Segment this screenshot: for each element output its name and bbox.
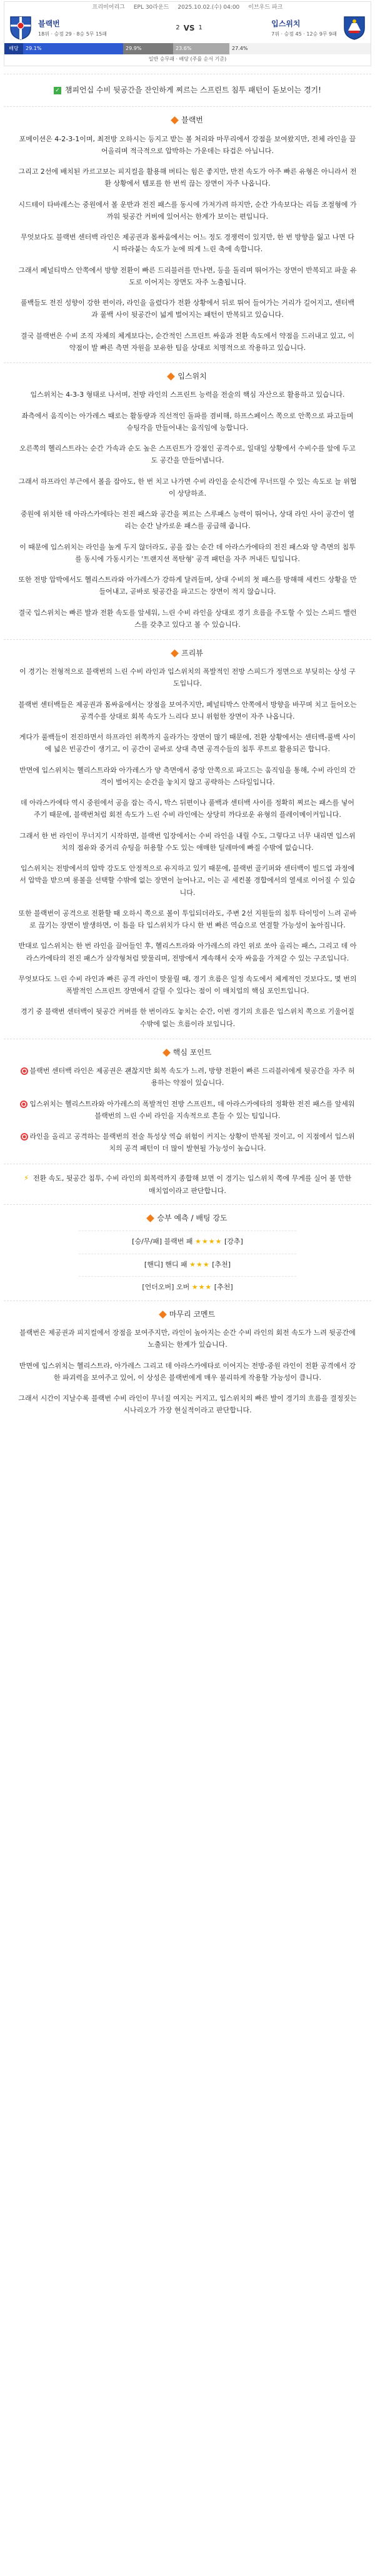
section-pred-header	[4, 1212, 371, 1224]
preview-paragraph	[4, 940, 371, 964]
preview-paragraph-text: 그래서 한 번 라인이 무너지기 시작하면, 블랙번 입장에서는 수비 라인을 내릴 수도, 그렇다고 너무 내리면 입스위치의 점유와 중거리 슈팅을 허용할 수도 있는 애매한 딜레마에 빠질 수밖에 없습니다.	[19, 831, 356, 852]
away-crest-icon	[342, 16, 367, 41]
home-team-name: 블랙번	[38, 19, 60, 29]
prediction-row	[4, 1282, 371, 1293]
preview-paragraph-text: 이 경기는 전형적으로 블랙번의 느린 수비 라인과 입스위치의 폭발적인 전방 스피드가 정면으로 부딪히는 상성 구도입니다.	[19, 667, 356, 688]
summary-text: 전환 속도, 뒷공간 침투, 수비 라인의 회복력까지 종합해 보면 이 경기는 입스위치 쪽에 무게를 실어 볼 만한 매치업이라고 판단합니다.	[32, 1174, 352, 1195]
match-card	[4, 1, 371, 66]
vs-block	[112, 22, 266, 34]
divider	[4, 639, 371, 640]
away-analysis	[4, 389, 371, 631]
odds-bar	[4, 43, 371, 54]
home-paragraph	[4, 231, 371, 256]
away-paragraph-text: 또한 전방 압박에서도 헬리스트라와 아가레스가 강하게 달려들며, 상대 수비의 첫 패스를 방해해 세컨드 상황을 만들어내고, 곧바로 뒷공간을 파고드는 장면이 적지 않습니다.	[18, 576, 357, 596]
prediction-tag: [추천]	[214, 1283, 233, 1292]
away-paragraph-text: 중원에 위치한 데 아라스카에타는 전진 패스와 공간을 찌르는 스루패스 능력이 뛰어나, 상대 라인 사이 공간이 열리는 순간 날카로운 패스를 공급해 줍니다.	[20, 510, 355, 531]
key-point-text: 블랙번 센터백 라인은 제공권은 괜찮지만 회복 속도가 느려, 방향 전환이 빠른 드리블러에게 뒷공간을 자주 허용하는 약점이 있습니다.	[29, 1067, 355, 1087]
divider	[4, 106, 371, 107]
summary	[4, 1172, 371, 1197]
home-paragraph-text: 포메이션은 4-2-3-1이며, 최전방 오하시는 등지고 받는 볼 처리와 마무리에서 강점을 보여왔지만, 전체 라인을 끌어올리며 적극적으로 압박하는 가운데는 타겁은 아닙니다.	[19, 134, 356, 155]
diamond-icon	[171, 649, 179, 657]
away-paragraph	[4, 410, 371, 434]
diamond-icon	[147, 1214, 155, 1222]
preview-analysis	[4, 666, 371, 1030]
closing-paragraph-text: 그래서 시간이 지날수록 블랙번 수비 라인이 무너질 여지는 커지고, 입스위치의 빠른 발이 경기의 흐름을 결정짓는 시나리오가 가장 현실적이라고 판단합니다.	[18, 1394, 357, 1415]
away-paragraph	[4, 541, 371, 566]
prediction-stars: ★★★	[189, 1260, 210, 1269]
home-paragraph-text: 시드테이 타바레스는 중원에서 볼 운반과 전진 패스를 동시에 가져가려 하지만, 순간 가속보다는 리듬 조절형에 가까워 뒷공간 커버에 있어서는 한계가 보이는 편입니다.	[18, 200, 357, 221]
section-home-title: 블랙번	[181, 116, 203, 125]
section-key-title: 핵심 포인트	[172, 1047, 212, 1057]
away-paragraph-text: 그래서 하프라인 부근에서 볼을 잡아도, 한 번 치고 나가면 수비 라인을 순식간에 무너뜨릴 수 있는 속도로 늘 위협이 상당하죠.	[18, 477, 357, 497]
home-paragraph-text: 그래서 페널티박스 안쪽에서 방향 전환이 빠른 드리블러를 만나면, 등을 돌리며 뛰어가는 장면이 반복되고 파울 유도로 이어지는 장면도 자주 노출됩니다.	[18, 266, 357, 286]
away-score: 1	[198, 24, 202, 32]
away-paragraph	[4, 442, 371, 467]
home-team[interactable]	[8, 16, 112, 41]
away-team-meta: 7위 · 승점 45 · 12승 9무 9패	[271, 31, 337, 37]
section-closing-title: 마무리 코멘트	[169, 1309, 216, 1319]
home-analysis	[4, 133, 371, 354]
preview-paragraph	[4, 797, 371, 821]
target-icon	[21, 1133, 28, 1141]
away-paragraph-text: 오른쪽의 헬리스트라는 순간 가속과 순도 높은 스프린트가 강점인 공격수로, 일대일 상황에서 수비수를 앞에 두고도 공간을 만들어냅니다.	[19, 444, 356, 465]
away-team[interactable]	[266, 16, 367, 41]
datetime-label: 2025.10.02.(수) 04:00	[178, 4, 240, 11]
away-paragraph-text: 좌측에서 움직이는 아가레스 때로는 활동량과 직선적인 돌파를 겸비해, 하프스페이스 쪽으로 안쪽으로 파고들며 슈팅각을 만들어내는 움직임에 능합니다.	[21, 411, 354, 432]
home-paragraph	[4, 264, 371, 289]
home-crest-icon	[8, 16, 33, 41]
home-paragraph-text: 풀백들도 전진 성향이 강한 편이라, 라인을 올렸다가 전환 상황에서 뒤로 뛰어 들어가는 거리가 길어지고, 센터백과 풀백 사이 뒷공간이 넓게 벌어지는 패턴이 반복되고 있습니다.	[20, 299, 355, 319]
odds-draw: 29.9%	[123, 43, 173, 54]
teams-row	[4, 13, 371, 43]
key-point	[4, 1098, 371, 1122]
preview-paragraph	[4, 973, 371, 997]
preview-paragraph	[4, 764, 371, 789]
section-preview-title: 프리뷰	[181, 649, 203, 657]
prediction-label: [핸디] 핸디 패	[144, 1260, 188, 1269]
closing-paragraph-text: 블랙번은 제공권과 피지컬에서 장점을 보여주지만, 라인이 높아지는 순간 수비 라인의 회전 속도가 느려 뒷공간에 노출되는 한계가 있습니다.	[19, 1329, 356, 1349]
preview-paragraph-text: 또한 블랙번이 공격으로 전환할 때 오하시 쪽으로 볼이 투입되더라도, 주변 2선 지원들의 침투 타이밍이 느려 곧바로 끊기는 장면이 발생하면, 이 틈을 타 입스위치가 다시 한 번 빠른 역습으로 연결할 가능성이 높아집니다.	[18, 909, 357, 930]
preview-paragraph	[4, 666, 371, 690]
intro	[4, 82, 371, 99]
lightning-icon: ⚡	[23, 1173, 29, 1182]
check-box-icon: ✓	[54, 87, 61, 94]
closing-paragraph	[4, 1392, 371, 1417]
odds-note: 일반 승무패 · 배당 (주를 순서 기준)	[148, 56, 227, 62]
preview-paragraph	[4, 907, 371, 932]
away-paragraph-text: 이 때문에 입스위치는 라인을 높게 두지 않더라도, 공을 잡는 순간 데 아라스카에타의 전진 패스와 양 측면의 침투를 동시에 가동시키는 '트랜지션 폭탄형' 공격 패턴을 자주 꺼내든 팀입니다.	[19, 542, 356, 563]
stadium-label: 이브우드 파크	[248, 4, 283, 11]
target-icon	[20, 1101, 28, 1108]
preview-paragraph-text: 입스위치는 전방에서의 압박 강도도 안정적으로 유지하고 있기 때문에, 블랙번 골키퍼와 센터백이 빌드업 과정에서 압박을 받으며 롱볼을 선택할 수밖에 없는 장면이 늘어나고, 이는 곧 세컨볼 경합에서의 열세로 이어질 수 있습니다.	[19, 864, 356, 897]
diamond-icon	[171, 117, 179, 125]
odds-away: 27.4%	[229, 43, 371, 54]
key-point	[4, 1131, 371, 1155]
section-preview-header	[4, 647, 371, 659]
divider	[79, 1276, 296, 1277]
prediction-row	[4, 1259, 371, 1271]
closing-paragraph	[4, 1360, 371, 1384]
closing-comments	[4, 1327, 371, 1417]
diamond-icon	[162, 1049, 171, 1057]
preview-paragraph-text: 반대로 입스위치는 한 번 라인을 끌어들인 후, 헬리스트라와 아가레스의 라인 위로 쏘아 올리는 패스, 그리고 데 아라스카에타의 전진 패스가 삼각형처럼 맞물리며, 전방에서 계속해서 숫자 싸움을 가져갈 수 있는 구조입니다.	[18, 942, 357, 962]
divider	[4, 1300, 371, 1301]
preview-paragraph-text: 무엇보다도 느린 수비 라인과 빠른 공격 라인이 맞물릴 때, 경기 흐름은 일정 속도에서 체계적인 것보다도, 몇 번의 폭발적인 스프린트 장면에서 갈릴 수 있다는 점이 이 매치업의 핵심 포인트입니다.	[18, 974, 357, 996]
home-paragraph	[4, 133, 371, 157]
away-paragraph	[4, 508, 371, 532]
diamond-icon	[167, 372, 175, 381]
section-key-header	[4, 1047, 371, 1059]
prediction-tag: [강추]	[224, 1237, 243, 1246]
away-paragraph-text: 입스위치는 4-3-3 형태로 나서며, 전방 라인의 스프린트 능력을 전술의 핵심 자산으로 활용하고 있습니다.	[30, 391, 345, 399]
home-paragraph-text: 무엇보다도 블랙번 센터백 라인은 제공권과 몸싸움에서는 어느 정도 경쟁력이 있지만, 한 번 방향을 잃고 나면 다시 따라붙는 속도가 눈에 띄게 느린 축에 속합니다.	[20, 233, 355, 254]
section-closing-header	[4, 1309, 371, 1320]
away-paragraph	[4, 574, 371, 598]
preview-paragraph-text: 블랙번 센터백들은 제공권과 몸싸움에서는 장점을 보여주지만, 페널티박스 안쪽에서 방향을 바꾸며 치고 들어오는 공격수를 상대로 회복 속도가 느리다 보니 위험한 장면이 자주 나옵니다.	[18, 700, 357, 721]
section-pred-title: 승부 예측 / 배팅 강도	[157, 1213, 228, 1222]
divider	[4, 362, 371, 363]
prediction-stars: ★★★★	[195, 1237, 222, 1246]
section-home-header	[4, 114, 371, 126]
home-paragraph-text: 그리고 2선에 배치된 카르고보는 피지컬을 활용해 버티는 힘은 좋지만, 반전 속도가 아주 빠른 유형은 아니라서 전환 상황에서 템포를 한 번씩 끊는 장면이 자주 나옵니다.	[18, 167, 357, 188]
divider	[4, 1204, 371, 1205]
prediction-label: [승/무/패] 블랙번 패	[132, 1237, 193, 1246]
round-label: EPL 30라운드	[133, 4, 169, 11]
match-info-top	[4, 2, 371, 13]
section-away-header	[4, 371, 371, 382]
key-point	[4, 1065, 371, 1089]
closing-paragraph	[4, 1327, 371, 1351]
vs-label: VS	[183, 23, 195, 32]
home-paragraph-text: 결국 블랙번은 수비 조직 자체의 체계보다는, 순간적인 스프린트 싸움과 전환 속도에서 약점을 드러내고 있고, 이 약점이 발 빠른 측면 자원을 보유한 팀을 상대로 치명적으로 작용하고 있습니다.	[20, 331, 355, 352]
diamond-icon	[159, 1310, 167, 1319]
key-point-text: 입스위치는 헬리스트라와 아가레스의 폭발적인 전방 스프린트, 데 아라스카에타의 정확한 전진 패스를 앞세워 블랙번의 느린 수비 라인을 지속적으로 흔들 수 있는 팀입니다.	[29, 1099, 355, 1120]
away-team-name: 입스위치	[271, 19, 301, 29]
home-team-meta: 18위 · 승점 29 · 8승 5무 15패	[38, 31, 107, 37]
section-away-title: 입스위치	[178, 372, 207, 381]
intro-text: 챔피언십 수비 뒷공간을 잔인하게 찌르는 스프린트 침투 패턴이 돋보이는 경기!	[64, 86, 321, 95]
preview-paragraph-text: 반면에 입스위치는 헬리스트라와 아가레스가 양 측면에서 중앙 안쪽으로 파고드는 움직임을 통해, 수비 라인의 간격이 벌어지는 순간을 놓치지 않고 공략하는 스타일입니다.	[19, 766, 356, 786]
preview-paragraph	[4, 862, 371, 899]
prediction-row	[4, 1236, 371, 1247]
preview-paragraph-text: 데 아라스카에타 역시 중원에서 공을 잡는 즉시, 박스 뒤편이나 풀백과 센터백 사이를 정확히 찌르는 패스를 넣어주기 때문에, 블랙번처럼 회전 속도가 느린 수비 라인에는 상당히 까다로운 유형의 플레이메이커입니다.	[20, 799, 355, 819]
league-label: 프리미어리그	[92, 4, 125, 11]
away-paragraph	[4, 607, 371, 631]
preview-paragraph	[4, 830, 371, 854]
odds-home: 29.1%	[23, 43, 123, 54]
preview-paragraph	[4, 699, 371, 723]
closing-paragraph-text: 반면에 입스위치는 헬리스트라, 아가레스 그리고 데 아라스카에타로 이어지는 전방-중원 라인이 전환 공격에서 강한 파괴력을 보여주고 있어, 이 상성은 블랙번에게 매우 불리하게 작용할 가능성이 큽니다.	[19, 1361, 356, 1382]
preview-paragraph-text: 경기 중 블랙번 센터백이 뒷공간 커버를 한 번이라도 놓치는 순간, 이번 경기의 흐름은 입스위치 쪽으로 기울어질 수밖에 없는 흐름이라 보입니다.	[20, 1007, 355, 1028]
prediction-label: [언더오버] 오버	[142, 1283, 190, 1292]
home-score: 2	[176, 24, 180, 32]
away-paragraph	[4, 389, 371, 401]
odds-draw2: 23.6%	[173, 43, 229, 54]
home-paragraph	[4, 330, 371, 354]
home-paragraph	[4, 297, 371, 321]
home-paragraph	[4, 199, 371, 223]
preview-paragraph	[4, 731, 371, 756]
away-paragraph	[4, 476, 371, 500]
key-points	[4, 1065, 371, 1155]
odds-label: 배당	[4, 43, 23, 54]
prediction-stars: ★★★	[191, 1283, 212, 1292]
key-point-text: 라인을 올리고 공격하는 블랙번의 전술 특성상 역습 위험이 커지는 상황이 반복될 것이고, 이 지점에서 입스위치의 공격 패턴이 더 많이 발현될 가능성이 높습니다.	[29, 1132, 355, 1153]
away-paragraph-text: 결국 입스위치는 빠른 발과 전환 속도를 앞세워, 느린 수비 라인을 상대로 경기 흐름을 주도할 수 있는 스피드 밸런스를 갖추고 있다고 볼 수 있습니다.	[18, 608, 357, 629]
preview-paragraph-text: 게다가 풀백들이 전진하면서 하프라인 위쪽까지 올라가는 장면이 많기 때문에, 전환 상황에서는 센터백-풀백 사이에 넓은 빈공간이 생기고, 이 공간이 곧바로 상대 측면 공격수들의 침투 루트로 활용되곤 합니다.	[19, 733, 356, 754]
preview-paragraph	[4, 1006, 371, 1030]
prediction-tag: [추천]	[212, 1260, 231, 1269]
predictions	[4, 1236, 371, 1293]
home-paragraph	[4, 166, 371, 190]
target-icon	[21, 1067, 28, 1075]
